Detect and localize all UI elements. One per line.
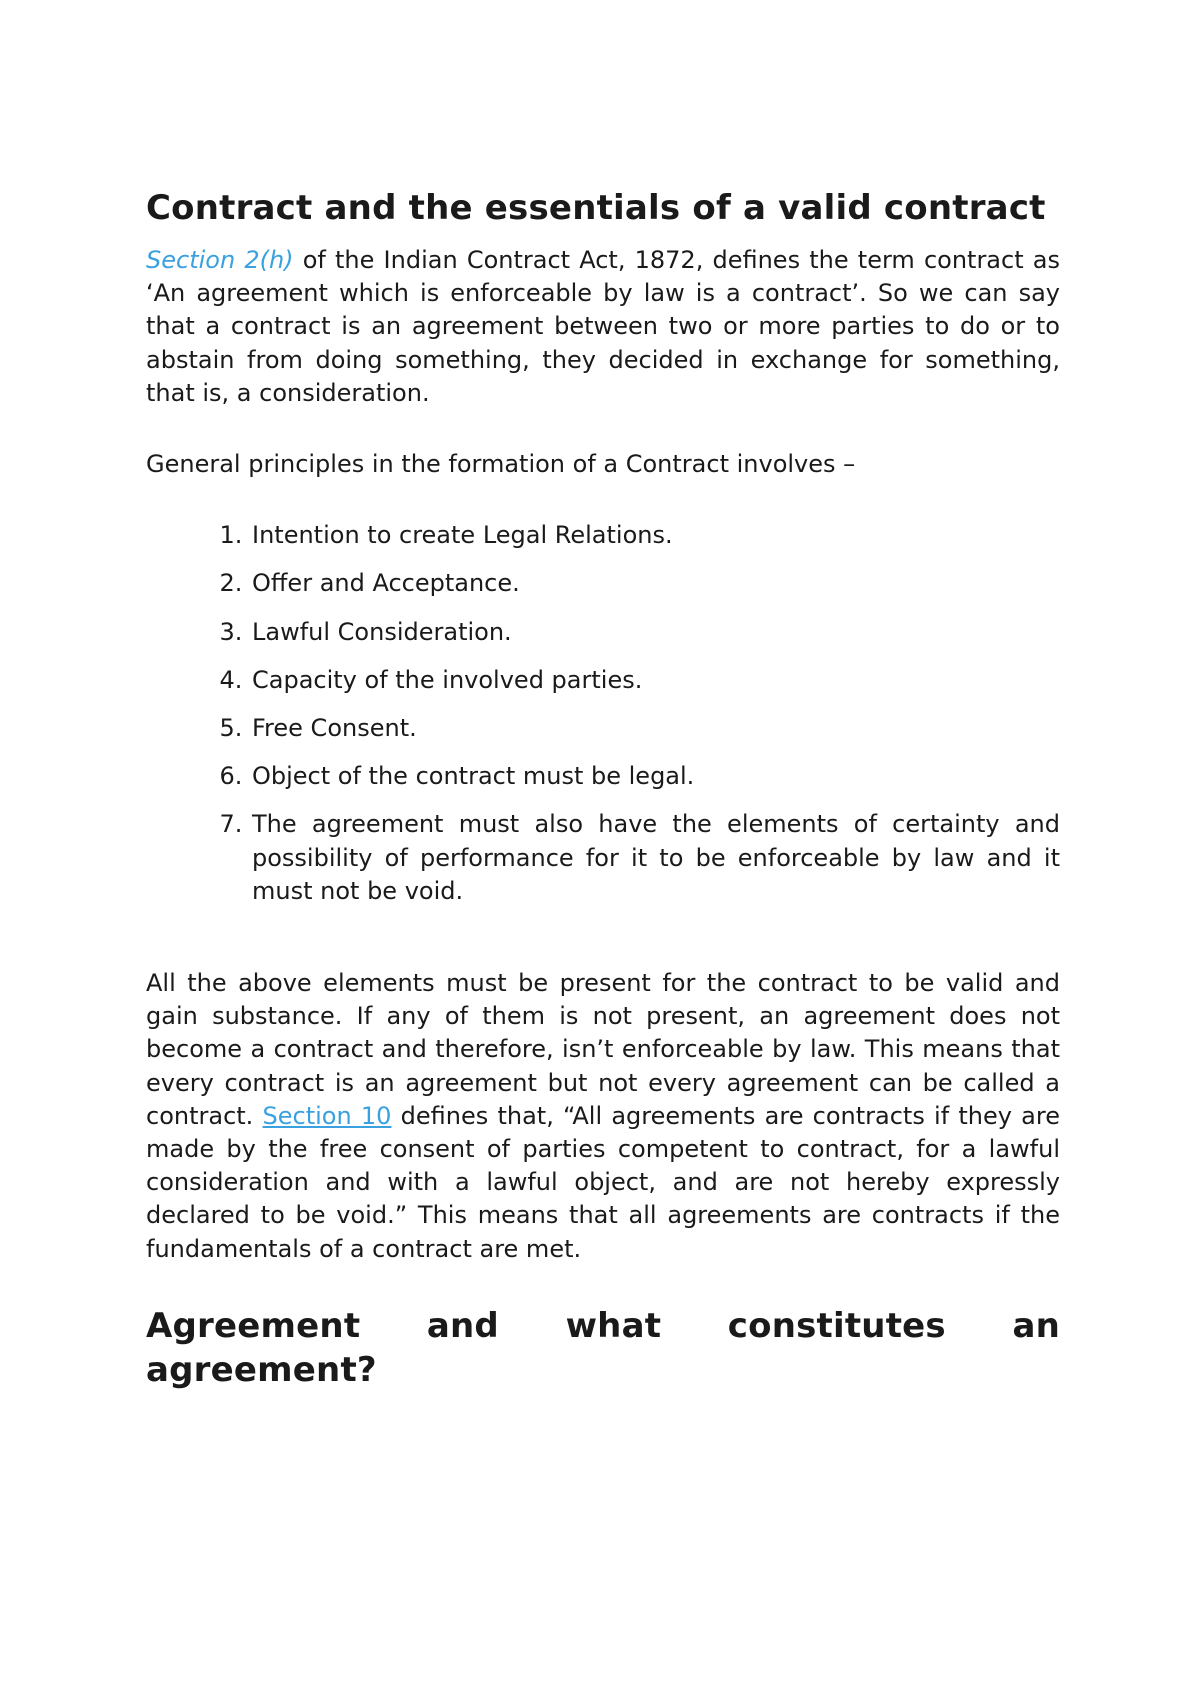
section-2h-link[interactable]: Section 2(h) <box>146 246 294 274</box>
section-10-link[interactable]: Section 10 <box>262 1101 392 1130</box>
list-item: 7. The agreement must also have the elements of certainty and possibility of performance for it to be enforceable by law and it must not be void. <box>250 808 1060 908</box>
list-item: 2. Offer and Acceptance. <box>250 567 1060 600</box>
list-item: 1. Intention to create Legal Relations. <box>250 519 1060 552</box>
list-item: 6. Object of the contract must be legal. <box>250 760 1060 793</box>
summary-text-before: All the above elements must be present for the contract to be valid and gain substance. If any of them is not present, an agreement does not become a contract and therefore, isn’t enforceable by law. This means that every contract is an agreement but not every agreement can be called a contract. <box>146 969 1060 1130</box>
list-item: 5. Free Consent. <box>250 712 1060 745</box>
main-heading: Contract and the essentials of a valid contract <box>146 188 1046 228</box>
summary-text-after: defines that, “All agreements are contracts if they are made by the free consent of parties competent to contract, for a lawful consideration and with a lawful object, and are not hereby expressly declared to be void.” This means that all agreements are contracts if the fundamentals of a contract are met. <box>146 1101 1060 1263</box>
principles-intro: General principles in the formation of a Contract involves – <box>146 450 856 479</box>
agreement-heading: Agreement and what constitutes an agreement? <box>146 1305 1060 1390</box>
list-item: 3. Lawful Consideration. <box>250 616 1060 649</box>
intro-text: of the Indian Contract Act, 1872, defines the term contract as ‘An agreement which is enforceable by law is a contract’. So we can say that a contract is an agreement between two or more parties to do or to abstain from doing something, they decided in exchange for something, that is, a consideration. <box>146 246 1060 407</box>
summary-paragraph <box>146 967 1060 1266</box>
principles-list <box>146 519 1060 908</box>
intro-paragraph <box>146 244 1060 410</box>
list-item: 4. Capacity of the involved parties. <box>250 664 1060 697</box>
